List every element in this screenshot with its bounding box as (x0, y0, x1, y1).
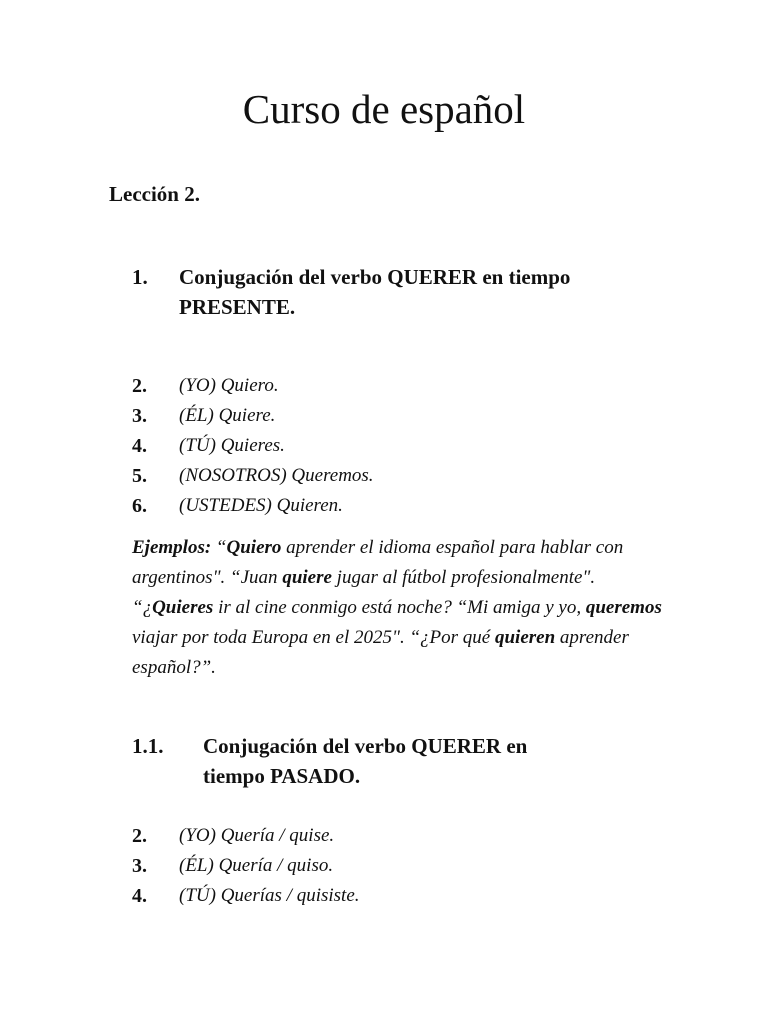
item-number: 2. (132, 375, 147, 397)
example-verb: queremos (585, 597, 662, 618)
item-text: (ÉL) Quería / quiso. (179, 855, 334, 876)
example-segment: “ (211, 537, 227, 558)
item-text: (YO) Quiero. (179, 375, 279, 396)
example-verb: Quieres (152, 597, 214, 618)
item-text: (NOSOTROS) Queremos. (179, 465, 374, 486)
item-number: 3. (132, 405, 147, 427)
item-text: (ÉL) Quiere. (179, 405, 276, 426)
item-text: (USTEDES) Quieren. (179, 495, 343, 516)
section-title-line-2: tiempo PASADO. (203, 764, 361, 788)
section-heading-present (132, 262, 672, 322)
item-number: 6. (132, 495, 147, 517)
example-verb: quieren (494, 627, 556, 648)
section-number: 1.1. (132, 734, 164, 758)
item-number: 5. (132, 465, 147, 487)
example-segment: ir al cine conmigo está noche? “Mi amiga y yo, (213, 597, 586, 618)
section-title-line-2: PRESENTE. (179, 295, 296, 319)
examples-text (132, 537, 662, 678)
item-text: (TÚ) Quieres. (179, 435, 285, 456)
page-title: Curso de español (242, 86, 526, 132)
section-heading-past (132, 731, 672, 791)
item-number: 3. (132, 855, 147, 877)
item-text: (TÚ) Querías / quisiste. (179, 885, 360, 906)
example-verb: quiere (282, 567, 332, 588)
example-segment: aprender el idioma español para hablar con argentinos". “Juan (132, 537, 624, 588)
item-number: 4. (132, 435, 147, 457)
item-number: 2. (132, 825, 147, 847)
lesson-heading: Lección 2. (109, 182, 200, 206)
item-text: (YO) Quería / quise. (179, 825, 335, 846)
example-verb: Quiero (226, 537, 282, 558)
item-number: 4. (132, 885, 147, 907)
example-segment: jugar al fútbol profesionalmente". “¿ (132, 567, 596, 618)
section-title-line-1: Conjugación del verbo QUERER en (203, 734, 528, 758)
section-title-line-1: Conjugación del verbo QUERER en tiempo (179, 265, 571, 289)
section-number: 1. (132, 265, 148, 289)
examples-paragraph (132, 533, 662, 683)
examples-label: Ejemplos: (132, 537, 212, 558)
example-segment: viajar por toda Europa en el 2025". “¿Por qué (132, 627, 495, 648)
example-segment: aprender español?”. (132, 627, 629, 678)
